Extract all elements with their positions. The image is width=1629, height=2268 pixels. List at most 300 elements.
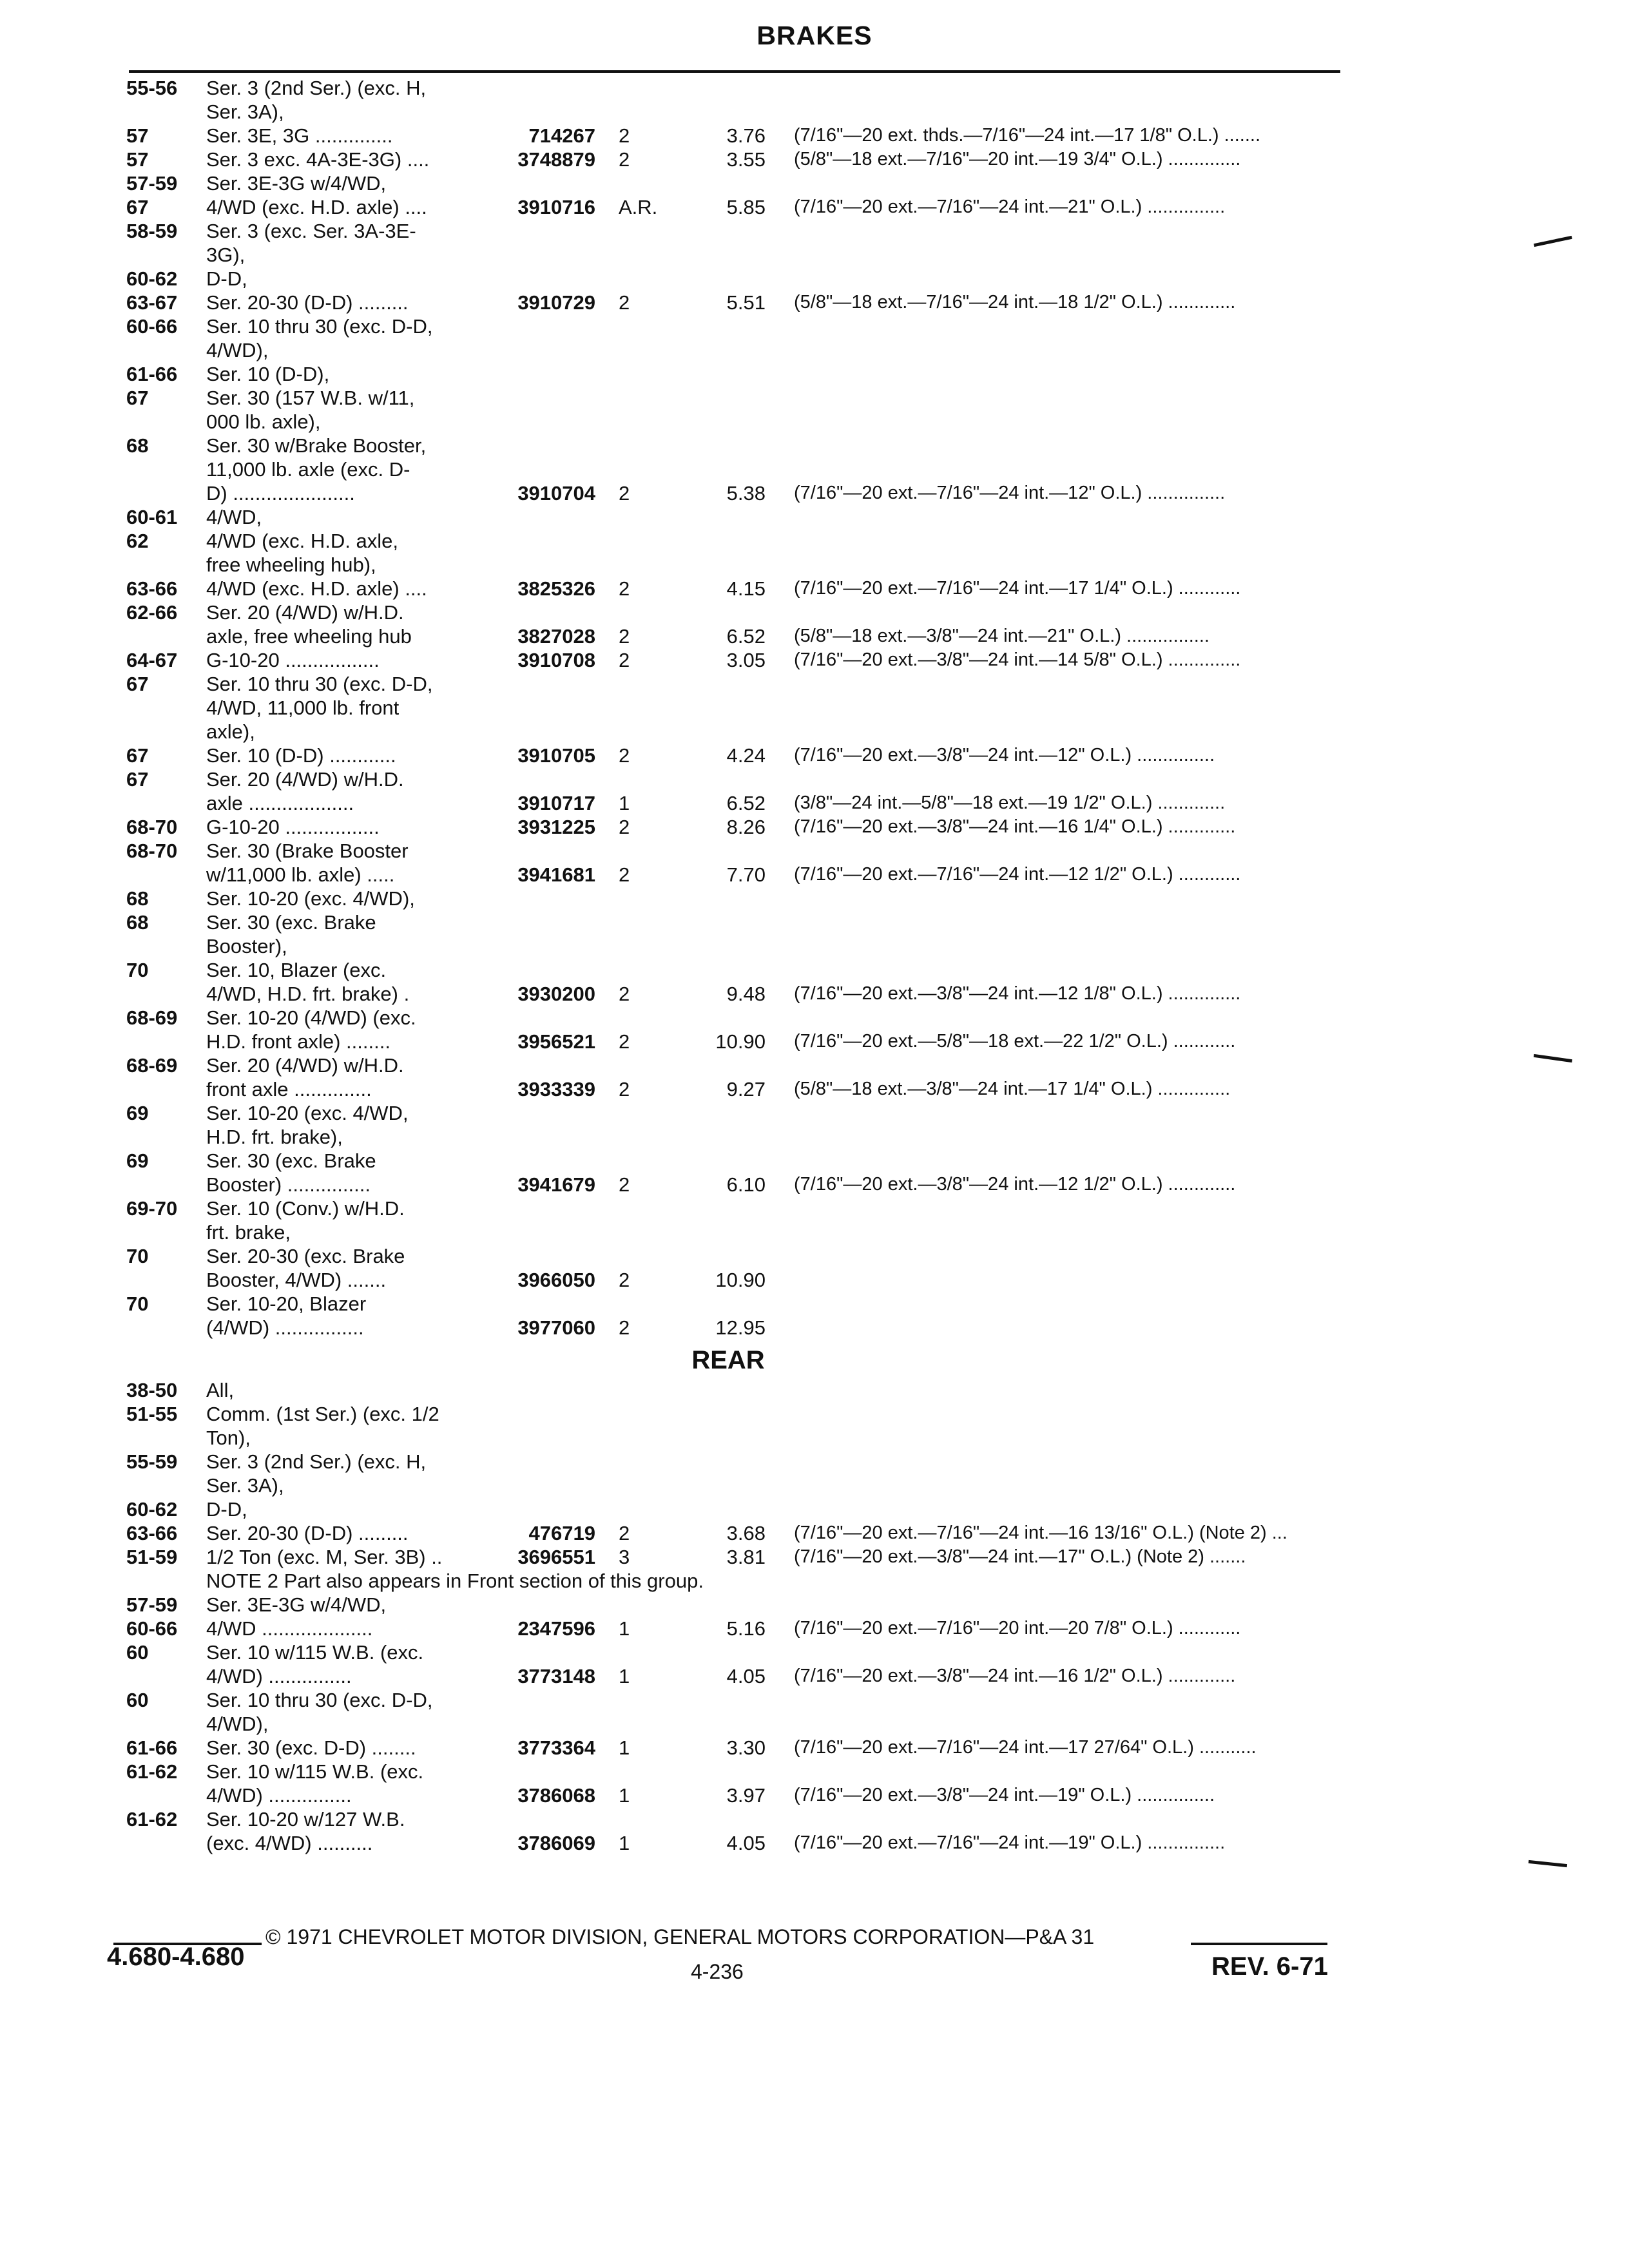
hose-spec: (7/16"—20 ext.—7/16"—24 int.—12 1/2" O.L.) ............ xyxy=(794,864,1241,885)
table-row xyxy=(0,720,1629,744)
application: Booster), xyxy=(206,935,287,957)
quantity: A.R. xyxy=(619,196,658,218)
year-range: 67 xyxy=(126,673,149,695)
table-row xyxy=(0,767,1629,791)
rear-section xyxy=(0,1378,1629,1855)
application: free wheeling hub), xyxy=(206,553,376,576)
quantity: 2 xyxy=(619,863,630,886)
year-range: 57 xyxy=(126,148,149,171)
table-row xyxy=(0,1450,1629,1474)
year-range: 61-66 xyxy=(126,363,178,385)
price: 9.27 xyxy=(726,1078,766,1100)
hose-spec: (5/8"—18 ext.—3/8"—24 int.—21" O.L.) ................ xyxy=(794,626,1210,646)
table-row xyxy=(0,243,1629,267)
hose-spec: (7/16"—20 ext.—3/8"—24 int.—12 1/2" O.L.) ............. xyxy=(794,1174,1236,1195)
application: 4/WD) ............... xyxy=(206,1784,352,1807)
hose-spec: (7/16"—20 ext.—5/8"—18 ext.—22 1/2" O.L.) ............ xyxy=(794,1031,1236,1052)
price: 4.05 xyxy=(726,1665,766,1687)
table-row xyxy=(0,457,1629,481)
year-range: 68-69 xyxy=(126,1054,178,1077)
quantity: 2 xyxy=(619,148,630,171)
part-number: 3933339 xyxy=(517,1078,595,1100)
year-range: 70 xyxy=(126,1293,149,1315)
application: Ser. 10-20 (exc. 4/WD, xyxy=(206,1102,409,1124)
application: (exc. 4/WD) .......... xyxy=(206,1832,373,1854)
price: 3.68 xyxy=(726,1522,766,1544)
application: Ser. 30 (157 W.B. w/11, xyxy=(206,387,415,409)
year-range: 70 xyxy=(126,959,149,981)
hose-spec: (7/16"—20 ext.—7/16"—24 int.—16 13/16" O.L.) (Note 2) ... xyxy=(794,1523,1287,1543)
year-range: 67 xyxy=(126,387,149,409)
quantity: 1 xyxy=(619,1832,630,1854)
part-number: 3956521 xyxy=(517,1030,595,1053)
table-row xyxy=(0,601,1629,624)
quantity: 1 xyxy=(619,792,630,814)
table-row xyxy=(0,100,1629,124)
price: 4.15 xyxy=(726,577,766,600)
application: Ser. 10 thru 30 (exc. D-D, xyxy=(206,673,433,695)
part-number: 3977060 xyxy=(517,1316,595,1339)
table-row xyxy=(0,934,1629,958)
year-range: 55-59 xyxy=(126,1450,178,1473)
application: D) ...................... xyxy=(206,482,355,505)
application: 11,000 lb. axle (exc. D- xyxy=(206,458,410,481)
quantity: 2 xyxy=(619,1316,630,1339)
year-range: 63-66 xyxy=(126,577,178,600)
application: 4/WD), xyxy=(206,339,269,361)
part-number: 3825326 xyxy=(517,577,595,600)
table-row xyxy=(0,1125,1629,1149)
part-number: 3910705 xyxy=(517,744,595,767)
application: Ser. 10 thru 30 (exc. D-D, xyxy=(206,315,433,338)
part-number: 3773148 xyxy=(517,1665,595,1687)
table-row xyxy=(0,1593,1629,1617)
year-range: 60-66 xyxy=(126,1617,178,1640)
application: Ser. 10 (Conv.) w/H.D. xyxy=(206,1197,405,1220)
table-row xyxy=(0,1173,1629,1196)
application: Ser. 3E-3G w/4/WD, xyxy=(206,172,387,195)
hose-spec: (7/16"—20 ext.—7/16"—20 int.—20 7/8" O.L.) ............ xyxy=(794,1618,1241,1639)
table-row xyxy=(0,577,1629,601)
application: 4/WD (exc. H.D. axle) .... xyxy=(206,577,427,600)
table-row xyxy=(0,1244,1629,1268)
application: 4/WD), xyxy=(206,1713,269,1735)
application: Ser. 3E, 3G .............. xyxy=(206,124,393,147)
year-range: 60 xyxy=(126,1689,149,1711)
part-number: 2347596 xyxy=(517,1617,595,1640)
table-row xyxy=(0,1807,1629,1831)
price: 4.05 xyxy=(726,1832,766,1854)
quantity: 2 xyxy=(619,124,630,147)
table-row xyxy=(0,1196,1629,1220)
application: 4/WD, 11,000 lb. front xyxy=(206,697,400,719)
table-row xyxy=(0,291,1629,314)
application: Ser. 30 w/Brake Booster, xyxy=(206,434,427,457)
application: Ser. 30 (exc. Brake xyxy=(206,1149,376,1172)
price: 12.95 xyxy=(715,1316,766,1339)
hose-spec: (7/16"—20 ext.—7/16"—24 int.—17 1/4" O.L.) ............ xyxy=(794,578,1241,599)
year-range: 60-66 xyxy=(126,315,178,338)
table-row xyxy=(0,195,1629,219)
brake-hose-listing xyxy=(0,76,1629,1855)
year-range: 63-66 xyxy=(126,1522,178,1544)
hose-spec: (7/16"—20 ext.—7/16"—24 int.—21" O.L.) ............... xyxy=(794,197,1226,217)
table-row xyxy=(0,624,1629,648)
copyright-line: © 1971 CHEVROLET MOTOR DIVISION, GENERAL MOTORS CORPORATION—P&A 31 xyxy=(265,1925,1095,1948)
price: 6.52 xyxy=(726,792,766,814)
application: axle, free wheeling hub xyxy=(206,625,412,648)
application: Ser. 30 (Brake Booster xyxy=(206,840,409,862)
table-row xyxy=(0,76,1629,100)
price: 6.10 xyxy=(726,1173,766,1196)
year-range: 67 xyxy=(126,196,149,218)
price: 3.30 xyxy=(726,1736,766,1759)
table-row xyxy=(0,124,1629,148)
year-range: 68-69 xyxy=(126,1006,178,1029)
application: Ser. 3 (2nd Ser.) (exc. H, xyxy=(206,77,427,99)
table-row xyxy=(0,982,1629,1006)
table-row xyxy=(0,362,1629,386)
application: Ser. 20-30 (exc. Brake xyxy=(206,1245,405,1267)
year-range: 68-70 xyxy=(126,840,178,862)
table-row xyxy=(0,1760,1629,1783)
table-row xyxy=(0,148,1629,171)
price: 4.24 xyxy=(726,744,766,767)
price: 5.51 xyxy=(726,291,766,314)
year-range: 38-50 xyxy=(126,1379,178,1401)
year-range: 57 xyxy=(126,124,149,147)
year-range: 57-59 xyxy=(126,172,178,195)
hose-spec: (7/16"—20 ext.—3/8"—24 int.—17" O.L.) (Note 2) ....... xyxy=(794,1546,1246,1567)
hose-spec: (7/16"—20 ext.—3/8"—24 int.—14 5/8" O.L.) .............. xyxy=(794,649,1241,670)
year-range: 62-66 xyxy=(126,601,178,624)
price: 5.38 xyxy=(726,482,766,505)
quantity: 2 xyxy=(619,1522,630,1544)
price: 3.97 xyxy=(726,1784,766,1807)
table-row xyxy=(0,219,1629,243)
application: Ser. 3A), xyxy=(206,1474,284,1497)
table-row xyxy=(0,1053,1629,1077)
price: 9.48 xyxy=(726,983,766,1005)
hose-spec: (5/8"—18 ext.—7/16"—20 int.—19 3/4" O.L.) .............. xyxy=(794,149,1241,169)
year-range: 60-62 xyxy=(126,1498,178,1521)
application: Ser. 30 (exc. D-D) ........ xyxy=(206,1736,416,1759)
part-number: 3910708 xyxy=(517,649,595,671)
part-number: 714267 xyxy=(528,124,595,147)
price: 3.05 xyxy=(726,649,766,671)
part-number: 3941679 xyxy=(517,1173,595,1196)
hose-spec: (3/8"—24 int.—5/8"—18 ext.—19 1/2" O.L.) ............. xyxy=(794,793,1226,813)
year-range: 61-66 xyxy=(126,1736,178,1759)
year-range: 69 xyxy=(126,1149,149,1172)
application: Ser. 10-20 (exc. 4/WD), xyxy=(206,887,415,910)
year-range: 61-62 xyxy=(126,1760,178,1783)
header-rule xyxy=(129,70,1340,73)
application: 4/WD, H.D. frt. brake) . xyxy=(206,983,410,1005)
application: D-D, xyxy=(206,1498,247,1521)
revision-label: REV. 6-71 xyxy=(1211,1952,1328,1981)
part-number: 3786068 xyxy=(517,1784,595,1807)
year-range: 67 xyxy=(126,744,149,767)
margin-tick-mark xyxy=(1528,1860,1567,1867)
part-number: 3930200 xyxy=(517,983,595,1005)
hose-spec: (7/16"—20 ext.—3/8"—24 int.—12 1/8" O.L.) .............. xyxy=(794,983,1241,1004)
quantity: 2 xyxy=(619,1078,630,1100)
quantity: 2 xyxy=(619,1030,630,1053)
hose-spec: (7/16"—20 ext.—7/16"—24 int.—17 27/64" O.L.) ........... xyxy=(794,1737,1257,1758)
year-range: 68 xyxy=(126,434,149,457)
table-row xyxy=(0,910,1629,934)
year-range: 70 xyxy=(126,1245,149,1267)
application: Booster) ............... xyxy=(206,1173,371,1196)
price: 5.16 xyxy=(726,1617,766,1640)
table-row xyxy=(0,267,1629,291)
hose-spec: (7/16"—20 ext.—7/16"—24 int.—12" O.L.) ............... xyxy=(794,483,1226,503)
quantity: 2 xyxy=(619,291,630,314)
application: Ser. 3A), xyxy=(206,101,284,123)
application: Ser. 10-20 (4/WD) (exc. xyxy=(206,1006,416,1029)
price: 3.55 xyxy=(726,148,766,171)
table-row xyxy=(0,1316,1629,1340)
part-number: 3748879 xyxy=(517,148,595,171)
quantity: 1 xyxy=(619,1736,630,1759)
table-row xyxy=(0,648,1629,672)
price: 3.76 xyxy=(726,124,766,147)
table-row xyxy=(0,314,1629,338)
year-range: 51-55 xyxy=(126,1403,178,1425)
quantity: 2 xyxy=(619,816,630,838)
application: axle), xyxy=(206,720,255,743)
application: Ser. 20 (4/WD) w/H.D. xyxy=(206,601,404,624)
part-number: 3910704 xyxy=(517,482,595,505)
part-number: 3931225 xyxy=(517,816,595,838)
year-range: 51-59 xyxy=(126,1546,178,1568)
year-range: 69 xyxy=(126,1102,149,1124)
application: 4/WD) ............... xyxy=(206,1665,352,1687)
application: Ser. 10 (D-D) ............ xyxy=(206,744,396,767)
table-row xyxy=(0,338,1629,362)
table-row xyxy=(0,481,1629,505)
application: Ser. 3E-3G w/4/WD, xyxy=(206,1593,387,1616)
table-row xyxy=(0,958,1629,982)
application: 4/WD (exc. H.D. axle) .... xyxy=(206,196,427,218)
rear-section-header xyxy=(0,1340,1629,1378)
table-row xyxy=(0,1736,1629,1760)
hose-spec: (7/16"—20 ext.—3/8"—24 int.—19" O.L.) ............... xyxy=(794,1785,1215,1805)
hose-spec: (7/16"—20 ext.—3/8"—24 int.—16 1/2" O.L.) ............. xyxy=(794,1666,1236,1686)
table-row xyxy=(0,1783,1629,1807)
quantity: 3 xyxy=(619,1546,630,1568)
table-row xyxy=(0,553,1629,577)
year-range: 68 xyxy=(126,911,149,934)
table-row xyxy=(0,434,1629,457)
table-row xyxy=(0,815,1629,839)
application: NOTE 2 Part also appears in Front section of this group. xyxy=(206,1570,704,1592)
application: 3G), xyxy=(206,244,246,266)
rear-section-title: REAR xyxy=(691,1346,765,1374)
table-row xyxy=(0,529,1629,553)
application: Ser. 3 (2nd Ser.) (exc. H, xyxy=(206,1450,427,1473)
page-title: BRAKES xyxy=(757,21,872,50)
quantity: 2 xyxy=(619,482,630,505)
part-number: 3910729 xyxy=(517,291,595,314)
application: Ser. 3 (exc. Ser. 3A-3E- xyxy=(206,220,416,242)
table-row xyxy=(0,171,1629,195)
application: All, xyxy=(206,1379,235,1401)
table-row xyxy=(0,672,1629,696)
year-range: 68 xyxy=(126,887,149,910)
application: Ser. 20 (4/WD) w/H.D. xyxy=(206,1054,404,1077)
table-row xyxy=(0,1712,1629,1736)
part-number: 3827028 xyxy=(517,625,595,648)
table-row xyxy=(0,1617,1629,1640)
application: front axle .............. xyxy=(206,1078,372,1100)
table-row xyxy=(0,1077,1629,1101)
year-range: 61-62 xyxy=(126,1808,178,1831)
table-row xyxy=(0,1569,1629,1593)
application: Ser. 30 (exc. Brake xyxy=(206,911,376,934)
application: 4/WD, xyxy=(206,506,262,528)
year-range: 69-70 xyxy=(126,1197,178,1220)
application: 1/2 Ton (exc. M, Ser. 3B) .. xyxy=(206,1546,443,1568)
application: Ser. 10 w/115 W.B. (exc. xyxy=(206,1641,424,1664)
year-range: 64-67 xyxy=(126,649,178,671)
table-row xyxy=(0,839,1629,863)
quantity: 2 xyxy=(619,983,630,1005)
application: H.D. frt. brake), xyxy=(206,1126,343,1148)
application: G-10-20 ................. xyxy=(206,816,380,838)
quantity: 2 xyxy=(619,649,630,671)
part-number: 3966050 xyxy=(517,1269,595,1291)
application: 4/WD .................... xyxy=(206,1617,373,1640)
price: 3.81 xyxy=(726,1546,766,1568)
table-row xyxy=(0,1831,1629,1855)
application: Ser. 10-20, Blazer xyxy=(206,1293,367,1315)
hose-spec: (7/16"—20 ext.—3/8"—24 int.—12" O.L.) ............... xyxy=(794,745,1215,765)
quantity: 2 xyxy=(619,744,630,767)
part-number: 476719 xyxy=(528,1522,595,1544)
year-range: 60 xyxy=(126,1641,149,1664)
part-number: 3941681 xyxy=(517,863,595,886)
price: 8.26 xyxy=(726,816,766,838)
application: Booster, 4/WD) ....... xyxy=(206,1269,387,1291)
table-row xyxy=(0,887,1629,910)
part-number: 3910717 xyxy=(517,792,595,814)
quantity: 2 xyxy=(619,625,630,648)
application: frt. brake, xyxy=(206,1221,291,1244)
table-row xyxy=(0,1664,1629,1688)
application: (4/WD) ................ xyxy=(206,1316,364,1339)
front-section xyxy=(0,76,1629,1340)
table-row xyxy=(0,1220,1629,1244)
year-range: 58-59 xyxy=(126,220,178,242)
part-number: 3773364 xyxy=(517,1736,595,1759)
price: 7.70 xyxy=(726,863,766,886)
table-row xyxy=(0,1149,1629,1173)
table-row xyxy=(0,696,1629,720)
price: 6.52 xyxy=(726,625,766,648)
part-number: 3786069 xyxy=(517,1832,595,1854)
part-number: 3696551 xyxy=(517,1546,595,1568)
quantity: 2 xyxy=(619,577,630,600)
application: Ser. 3 exc. 4A-3E-3G) .... xyxy=(206,148,430,171)
year-range: 55-56 xyxy=(126,77,178,99)
year-range: 60-61 xyxy=(126,506,178,528)
hose-spec: (7/16"—20 ext.—3/8"—24 int.—16 1/4" O.L.) ............. xyxy=(794,816,1236,837)
table-row xyxy=(0,1101,1629,1125)
year-range: 57-59 xyxy=(126,1593,178,1616)
application: Ser. 20-30 (D-D) ......... xyxy=(206,1522,409,1544)
table-row xyxy=(0,1497,1629,1521)
application: Ser. 10-20 w/127 W.B. xyxy=(206,1808,405,1831)
application: w/11,000 lb. axle) ..... xyxy=(206,863,395,886)
application: H.D. front axle) ........ xyxy=(206,1030,390,1053)
application: Ser. 10 thru 30 (exc. D-D, xyxy=(206,1689,433,1711)
application: 000 lb. axle), xyxy=(206,410,321,433)
table-row xyxy=(0,1521,1629,1545)
table-row xyxy=(0,1292,1629,1316)
table-row xyxy=(0,1378,1629,1402)
year-range: 67 xyxy=(126,768,149,791)
year-range: 68-70 xyxy=(126,816,178,838)
application: 4/WD (exc. H.D. axle, xyxy=(206,530,398,552)
price: 10.90 xyxy=(715,1030,766,1053)
table-row xyxy=(0,1640,1629,1664)
table-row xyxy=(0,1426,1629,1450)
quantity: 1 xyxy=(619,1784,630,1807)
application: axle ................... xyxy=(206,792,354,814)
application: Comm. (1st Ser.) (exc. 1/2 xyxy=(206,1403,439,1425)
page-number: 4-236 xyxy=(691,1960,744,1983)
application: D-D, xyxy=(206,267,247,290)
quantity: 2 xyxy=(619,1173,630,1196)
table-row xyxy=(0,1545,1629,1569)
hose-spec: (5/8"—18 ext.—7/16"—24 int.—18 1/2" O.L.) ............. xyxy=(794,292,1236,312)
application: G-10-20 ................. xyxy=(206,649,380,671)
application: Ser. 20 (4/WD) w/H.D. xyxy=(206,768,404,791)
page-code: 4.680-4.680 xyxy=(107,1943,245,1971)
table-row xyxy=(0,505,1629,529)
year-range: 62 xyxy=(126,530,149,552)
year-range: 63-67 xyxy=(126,291,178,314)
hose-spec: (7/16"—20 ext.—7/16"—24 int.—19" O.L.) ............... xyxy=(794,1832,1226,1853)
table-row xyxy=(0,1268,1629,1292)
quantity: 2 xyxy=(619,1269,630,1291)
table-row xyxy=(0,1474,1629,1497)
application: Ser. 20-30 (D-D) ......... xyxy=(206,291,409,314)
application: Ser. 10 w/115 W.B. (exc. xyxy=(206,1760,424,1783)
hose-spec: (5/8"—18 ext.—3/8"—24 int.—17 1/4" O.L.) .............. xyxy=(794,1079,1231,1099)
table-row xyxy=(0,410,1629,434)
table-row xyxy=(0,1688,1629,1712)
quantity: 1 xyxy=(619,1665,630,1687)
application: Ser. 10 (D-D), xyxy=(206,363,330,385)
application: Ton), xyxy=(206,1427,251,1449)
year-range: 60-62 xyxy=(126,267,178,290)
price: 5.85 xyxy=(726,196,766,218)
table-row xyxy=(0,744,1629,767)
application: Ser. 10, Blazer (exc. xyxy=(206,959,387,981)
table-row xyxy=(0,863,1629,887)
table-row xyxy=(0,386,1629,410)
table-row xyxy=(0,1402,1629,1426)
hose-spec: (7/16"—20 ext. thds.—7/16"—24 int.—17 1/8" O.L.) ....... xyxy=(794,125,1261,146)
price: 10.90 xyxy=(715,1269,766,1291)
table-row xyxy=(0,1030,1629,1053)
footer-rule-right xyxy=(1191,1943,1327,1945)
table-row xyxy=(0,791,1629,815)
table-row xyxy=(0,1006,1629,1030)
